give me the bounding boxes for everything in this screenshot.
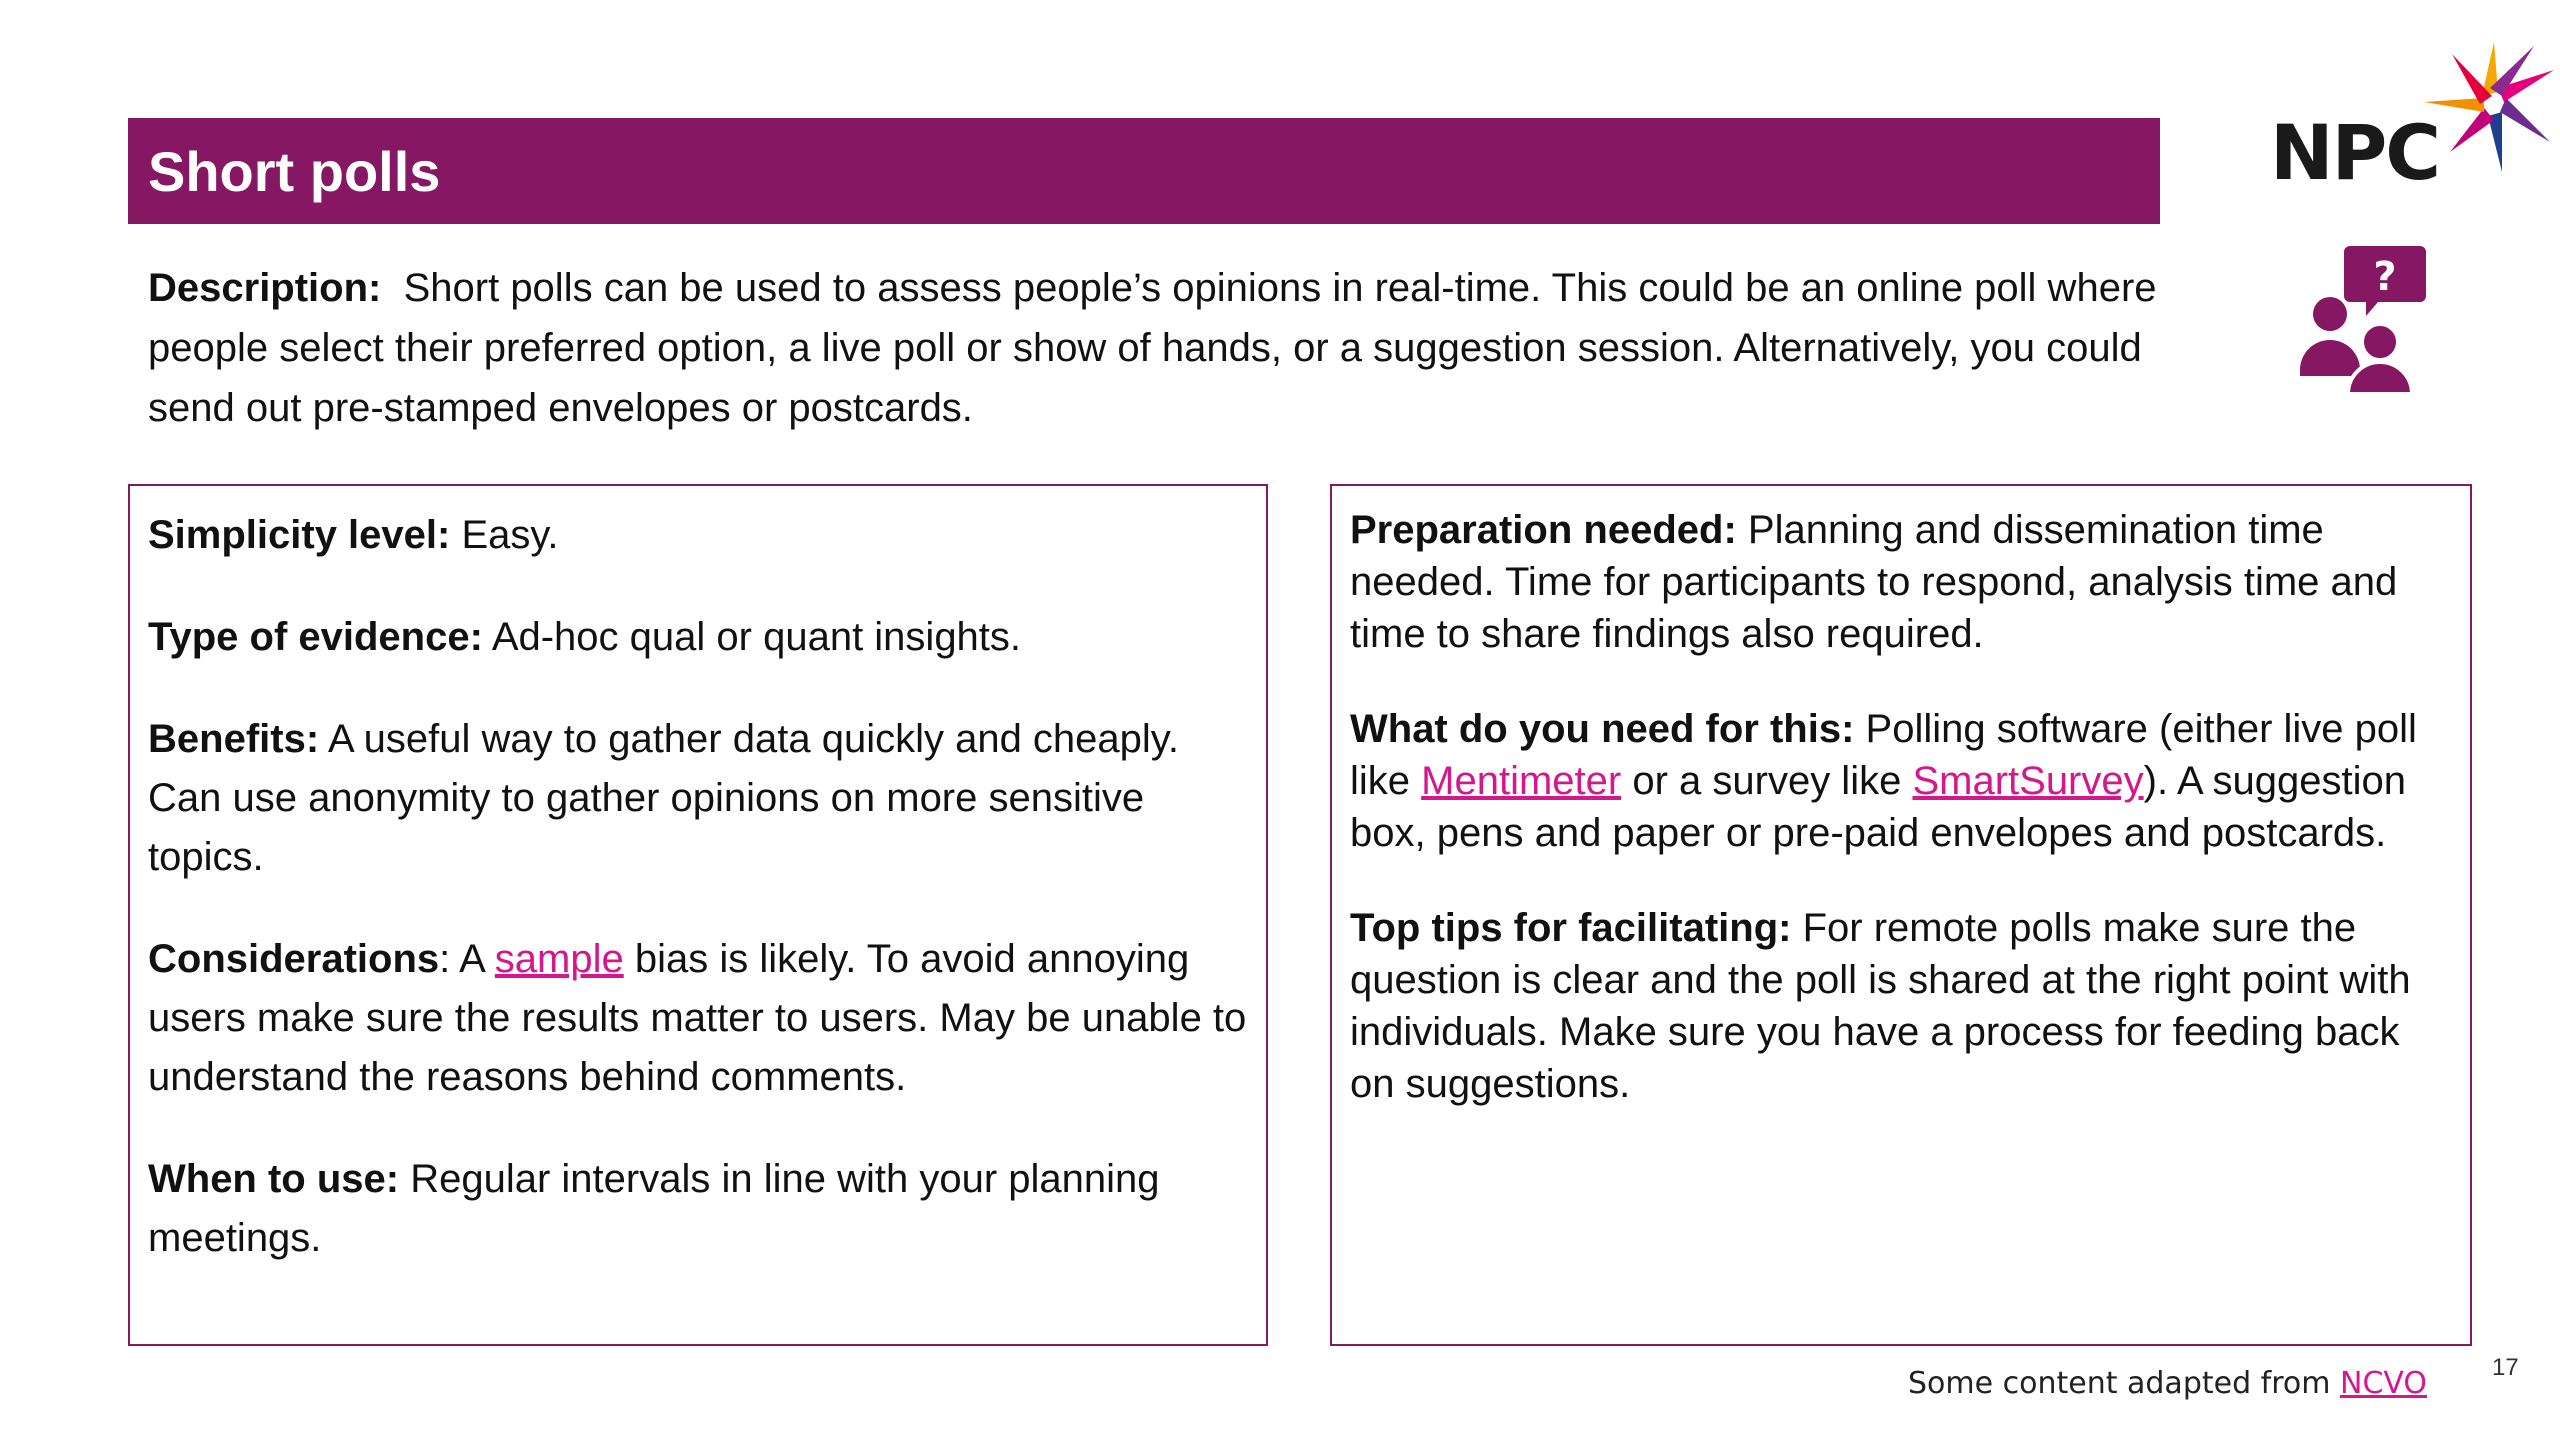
simplicity-level xyxy=(148,506,1248,565)
page-title: Short polls xyxy=(148,139,441,203)
considerations-pre: : A xyxy=(439,937,484,981)
right-info-box xyxy=(1330,484,2472,1346)
simplicity-text: Easy. xyxy=(461,513,559,557)
need-label: What do you need for this: xyxy=(1350,707,1855,751)
what-you-need xyxy=(1350,703,2452,859)
when-label: When to use: xyxy=(148,1157,400,1201)
preparation-label: Preparation needed: xyxy=(1350,508,1737,552)
multicolour-star-icon xyxy=(2424,42,2554,172)
considerations-label: Considerations xyxy=(148,937,440,981)
left-info-box xyxy=(128,484,1268,1346)
title-bar xyxy=(128,118,2160,224)
evidence-text: Ad-hoc qual or quant insights. xyxy=(491,615,1022,659)
considerations-text: bias is likely. To avoid annoying users make sure the results matter to users. May be unable to understand the reasons behind comments. xyxy=(148,937,1247,1099)
benefits xyxy=(148,710,1248,887)
considerations xyxy=(148,930,1248,1107)
description-text: Short polls can be used to assess people’s opinions in real-time. This could be an online poll where people select their preferred option, a live poll or show of hands, or a suggestion session. Alternatively, you could send out pre-stamped envelopes or postcards. xyxy=(148,266,2157,430)
npc-logo xyxy=(2262,42,2560,202)
benefits-label: Benefits: xyxy=(148,717,320,761)
svg-text:?: ? xyxy=(2373,254,2397,300)
need-text-3: ). A suggestion box, pens and paper or pre-paid envelopes and postcards. xyxy=(1350,759,2407,855)
need-text-1: Polling software (either live poll like xyxy=(1350,707,2417,803)
description xyxy=(148,258,2168,438)
tips-label: Top tips for facilitating: xyxy=(1350,906,1792,950)
preparation-needed xyxy=(1350,504,2452,660)
mentimeter-link[interactable]: Mentimeter xyxy=(1421,759,1622,803)
tips-text: For remote polls make sure the question is clear and the poll is shared at the right point with individuals. Make sure you have a process for feeding back on suggestions. xyxy=(1350,906,2411,1106)
sample-link[interactable]: sample xyxy=(494,937,624,981)
simplicity-label: Simplicity level: xyxy=(148,513,451,557)
footer-credit xyxy=(1908,1366,2427,1401)
need-text-2: or a survey like xyxy=(1632,759,1902,803)
footer-text: Some content adapted from xyxy=(1908,1366,2331,1401)
smartsurvey-link[interactable]: SmartSurvey xyxy=(1912,759,2144,803)
ncvo-link[interactable]: NCVO xyxy=(2340,1366,2428,1401)
benefits-text: A useful way to gather data quickly and cheaply. Can use anonymity to gather opinions on more sensitive topics. xyxy=(148,717,1179,879)
evidence-label: Type of evidence: xyxy=(148,615,483,659)
top-tips xyxy=(1350,902,2452,1110)
type-of-evidence xyxy=(148,608,1248,667)
people-question-icon xyxy=(2296,246,2436,394)
logo-text: NPC xyxy=(2270,108,2440,197)
when-text: Regular intervals in line with your planning meetings. xyxy=(148,1157,1160,1260)
description-label: Description: xyxy=(148,266,382,310)
when-to-use xyxy=(148,1150,1248,1268)
preparation-text: Planning and dissemination time needed. Time for participants to respond, analysis time and time to share findings also required. xyxy=(1350,508,2398,656)
page-number: 17 xyxy=(2492,1354,2519,1381)
